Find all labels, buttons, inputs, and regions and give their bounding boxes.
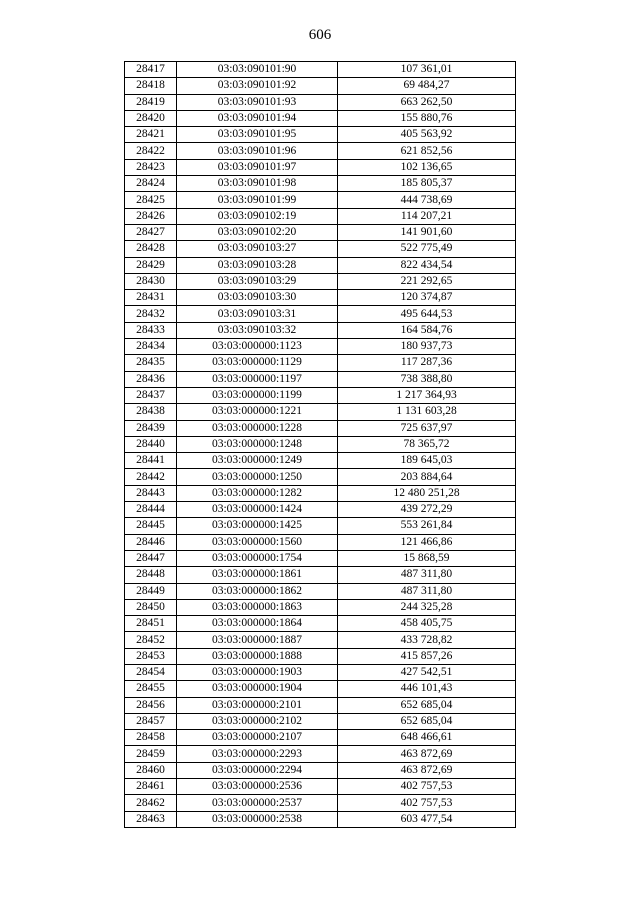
table-row — [125, 78, 516, 94]
value-cell: 439 272,29 — [338, 502, 516, 518]
row-number-cell: 28447 — [125, 550, 177, 566]
cadastral-number-cell: 03:03:000000:1888 — [177, 648, 338, 664]
cadastral-number-cell: 03:03:090103:28 — [177, 257, 338, 273]
table-row — [125, 664, 516, 680]
cadastral-number-cell: 03:03:000000:1861 — [177, 567, 338, 583]
value-cell: 405 563,92 — [338, 127, 516, 143]
row-number-cell: 28437 — [125, 387, 177, 403]
table-row — [125, 241, 516, 257]
cadastral-number-cell: 03:03:000000:1424 — [177, 502, 338, 518]
cadastral-number-cell: 03:03:090101:90 — [177, 62, 338, 78]
cadastral-number-cell: 03:03:000000:1560 — [177, 534, 338, 550]
table-row — [125, 632, 516, 648]
row-number-cell: 28448 — [125, 567, 177, 583]
row-number-cell: 28444 — [125, 502, 177, 518]
value-cell: 117 287,36 — [338, 355, 516, 371]
cadastral-number-cell: 03:03:000000:2101 — [177, 697, 338, 713]
table-row — [125, 322, 516, 338]
value-cell: 189 645,03 — [338, 453, 516, 469]
table-row — [125, 110, 516, 126]
table-row — [125, 779, 516, 795]
row-number-cell: 28421 — [125, 127, 177, 143]
row-number-cell: 28457 — [125, 713, 177, 729]
value-cell: 244 325,28 — [338, 599, 516, 615]
cadastral-number-cell: 03:03:000000:1197 — [177, 371, 338, 387]
row-number-cell: 28453 — [125, 648, 177, 664]
row-number-cell: 28441 — [125, 453, 177, 469]
value-cell: 164 584,76 — [338, 322, 516, 338]
value-cell: 69 484,27 — [338, 78, 516, 94]
table-row — [125, 94, 516, 110]
page-number: 606 — [308, 27, 332, 43]
table-row — [125, 436, 516, 452]
table-row — [125, 176, 516, 192]
table-row — [125, 127, 516, 143]
value-cell: 663 262,50 — [338, 94, 516, 110]
cadastral-number-cell: 03:03:090101:92 — [177, 78, 338, 94]
value-cell: 141 901,60 — [338, 224, 516, 240]
row-number-cell: 28427 — [125, 224, 177, 240]
table-row — [125, 469, 516, 485]
cadastral-number-cell: 03:03:090103:31 — [177, 306, 338, 322]
table-row — [125, 713, 516, 729]
table-row — [125, 746, 516, 762]
value-cell: 553 261,84 — [338, 518, 516, 534]
row-number-cell: 28454 — [125, 664, 177, 680]
row-number-cell: 28417 — [125, 62, 177, 78]
row-number-cell: 28434 — [125, 339, 177, 355]
row-number-cell: 28462 — [125, 795, 177, 811]
value-cell: 78 365,72 — [338, 436, 516, 452]
table-row — [125, 159, 516, 175]
table-row — [125, 355, 516, 371]
cadastral-number-cell: 03:03:090103:30 — [177, 290, 338, 306]
cadastral-number-cell: 03:03:000000:1863 — [177, 599, 338, 615]
row-number-cell: 28418 — [125, 78, 177, 94]
value-cell: 107 361,01 — [338, 62, 516, 78]
value-cell: 427 542,51 — [338, 664, 516, 680]
value-cell: 114 207,21 — [338, 208, 516, 224]
cadastral-number-cell: 03:03:000000:1221 — [177, 404, 338, 420]
table-row — [125, 518, 516, 534]
cadastral-number-cell: 03:03:000000:2107 — [177, 730, 338, 746]
cadastral-number-cell: 03:03:090101:93 — [177, 94, 338, 110]
row-number-cell: 28419 — [125, 94, 177, 110]
row-number-cell: 28449 — [125, 583, 177, 599]
cadastral-number-cell: 03:03:000000:1248 — [177, 436, 338, 452]
value-cell: 155 880,76 — [338, 110, 516, 126]
value-cell: 15 868,59 — [338, 550, 516, 566]
value-cell: 415 857,26 — [338, 648, 516, 664]
row-number-cell: 28456 — [125, 697, 177, 713]
row-number-cell: 28439 — [125, 420, 177, 436]
value-cell: 1 217 364,93 — [338, 387, 516, 403]
row-number-cell: 28451 — [125, 616, 177, 632]
row-number-cell: 28455 — [125, 681, 177, 697]
row-number-cell: 28452 — [125, 632, 177, 648]
value-cell: 1 131 603,28 — [338, 404, 516, 420]
value-cell: 203 884,64 — [338, 469, 516, 485]
row-number-cell: 28459 — [125, 746, 177, 762]
cadastral-number-cell: 03:03:000000:2536 — [177, 779, 338, 795]
value-cell: 738 388,80 — [338, 371, 516, 387]
value-cell: 487 311,80 — [338, 583, 516, 599]
table-row — [125, 224, 516, 240]
table-row — [125, 339, 516, 355]
row-number-cell: 28422 — [125, 143, 177, 159]
row-number-cell: 28420 — [125, 110, 177, 126]
row-number-cell: 28463 — [125, 811, 177, 827]
value-cell: 180 937,73 — [338, 339, 516, 355]
row-number-cell: 28445 — [125, 518, 177, 534]
cadastral-number-cell: 03:03:000000:1228 — [177, 420, 338, 436]
cadastral-number-cell: 03:03:000000:2294 — [177, 762, 338, 778]
cadastral-number-cell: 03:03:090102:19 — [177, 208, 338, 224]
value-cell: 102 136,65 — [338, 159, 516, 175]
cadastral-number-cell: 03:03:000000:1199 — [177, 387, 338, 403]
row-number-cell: 28443 — [125, 485, 177, 501]
value-cell: 822 434,54 — [338, 257, 516, 273]
row-number-cell: 28438 — [125, 404, 177, 420]
cadastral-number-cell: 03:03:000000:1282 — [177, 485, 338, 501]
cadastral-number-cell: 03:03:000000:1904 — [177, 681, 338, 697]
table-row — [125, 762, 516, 778]
row-number-cell: 28440 — [125, 436, 177, 452]
value-cell: 495 644,53 — [338, 306, 516, 322]
table-row — [125, 420, 516, 436]
value-cell: 603 477,54 — [338, 811, 516, 827]
cadastral-number-cell: 03:03:000000:1862 — [177, 583, 338, 599]
value-cell: 463 872,69 — [338, 762, 516, 778]
table-row — [125, 404, 516, 420]
table-row — [125, 616, 516, 632]
value-cell: 402 757,53 — [338, 795, 516, 811]
value-cell: 463 872,69 — [338, 746, 516, 762]
row-number-cell: 28428 — [125, 241, 177, 257]
value-cell: 522 775,49 — [338, 241, 516, 257]
row-number-cell: 28430 — [125, 273, 177, 289]
table-row — [125, 290, 516, 306]
table-row — [125, 62, 516, 78]
row-number-cell: 28461 — [125, 779, 177, 795]
row-number-cell: 28458 — [125, 730, 177, 746]
table-row — [125, 697, 516, 713]
value-cell: 444 738,69 — [338, 192, 516, 208]
table-row — [125, 306, 516, 322]
row-number-cell: 28424 — [125, 176, 177, 192]
row-number-cell: 28423 — [125, 159, 177, 175]
table-row — [125, 453, 516, 469]
value-cell: 446 101,43 — [338, 681, 516, 697]
table-row — [125, 681, 516, 697]
table-row — [125, 192, 516, 208]
cadastral-number-cell: 03:03:000000:1864 — [177, 616, 338, 632]
cadastral-number-cell: 03:03:090103:32 — [177, 322, 338, 338]
cadastral-number-cell: 03:03:090103:29 — [177, 273, 338, 289]
table-row — [125, 811, 516, 827]
cadastral-number-cell: 03:03:000000:2102 — [177, 713, 338, 729]
row-number-cell: 28435 — [125, 355, 177, 371]
value-cell: 120 374,87 — [338, 290, 516, 306]
table-row — [125, 648, 516, 664]
value-cell: 725 637,97 — [338, 420, 516, 436]
cadastral-number-cell: 03:03:090101:94 — [177, 110, 338, 126]
row-number-cell: 28446 — [125, 534, 177, 550]
row-number-cell: 28436 — [125, 371, 177, 387]
table-row — [125, 534, 516, 550]
cadastral-number-cell: 03:03:090103:27 — [177, 241, 338, 257]
row-number-cell: 28426 — [125, 208, 177, 224]
cadastral-number-cell: 03:03:090101:96 — [177, 143, 338, 159]
row-number-cell: 28433 — [125, 322, 177, 338]
cadastral-number-cell: 03:03:000000:1129 — [177, 355, 338, 371]
row-number-cell: 28450 — [125, 599, 177, 615]
table-row — [125, 550, 516, 566]
value-cell: 458 405,75 — [338, 616, 516, 632]
table-row — [125, 730, 516, 746]
row-number-cell: 28431 — [125, 290, 177, 306]
table-row — [125, 567, 516, 583]
value-cell: 402 757,53 — [338, 779, 516, 795]
data-table — [124, 61, 516, 828]
cadastral-number-cell: 03:03:090101:98 — [177, 176, 338, 192]
value-cell: 121 466,86 — [338, 534, 516, 550]
cadastral-number-cell: 03:03:000000:2537 — [177, 795, 338, 811]
cadastral-number-cell: 03:03:000000:1887 — [177, 632, 338, 648]
cadastral-number-cell: 03:03:090101:99 — [177, 192, 338, 208]
cadastral-number-cell: 03:03:090102:20 — [177, 224, 338, 240]
value-cell: 12 480 251,28 — [338, 485, 516, 501]
cadastral-number-cell: 03:03:000000:1250 — [177, 469, 338, 485]
value-cell: 648 466,61 — [338, 730, 516, 746]
value-cell: 487 311,80 — [338, 567, 516, 583]
value-cell: 652 685,04 — [338, 713, 516, 729]
value-cell: 221 292,65 — [338, 273, 516, 289]
table-row — [125, 502, 516, 518]
row-number-cell: 28429 — [125, 257, 177, 273]
value-cell: 652 685,04 — [338, 697, 516, 713]
cadastral-number-cell: 03:03:000000:1425 — [177, 518, 338, 534]
table-row — [125, 387, 516, 403]
table-body — [125, 62, 516, 828]
cadastral-number-cell: 03:03:090101:95 — [177, 127, 338, 143]
row-number-cell: 28460 — [125, 762, 177, 778]
cadastral-number-cell: 03:03:000000:1754 — [177, 550, 338, 566]
table-row — [125, 143, 516, 159]
table-row — [125, 208, 516, 224]
cadastral-number-cell: 03:03:000000:1903 — [177, 664, 338, 680]
value-cell: 621 852,56 — [338, 143, 516, 159]
row-number-cell: 28442 — [125, 469, 177, 485]
table-row — [125, 371, 516, 387]
table-row — [125, 599, 516, 615]
table-row — [125, 795, 516, 811]
row-number-cell: 28432 — [125, 306, 177, 322]
cadastral-number-cell: 03:03:000000:2293 — [177, 746, 338, 762]
cadastral-number-cell: 03:03:090101:97 — [177, 159, 338, 175]
value-cell: 185 805,37 — [338, 176, 516, 192]
cadastral-number-cell: 03:03:000000:1123 — [177, 339, 338, 355]
table-row — [125, 273, 516, 289]
value-cell: 433 728,82 — [338, 632, 516, 648]
row-number-cell: 28425 — [125, 192, 177, 208]
table-row — [125, 583, 516, 599]
cadastral-number-cell: 03:03:000000:1249 — [177, 453, 338, 469]
cadastral-number-cell: 03:03:000000:2538 — [177, 811, 338, 827]
table-row — [125, 485, 516, 501]
table-row — [125, 257, 516, 273]
